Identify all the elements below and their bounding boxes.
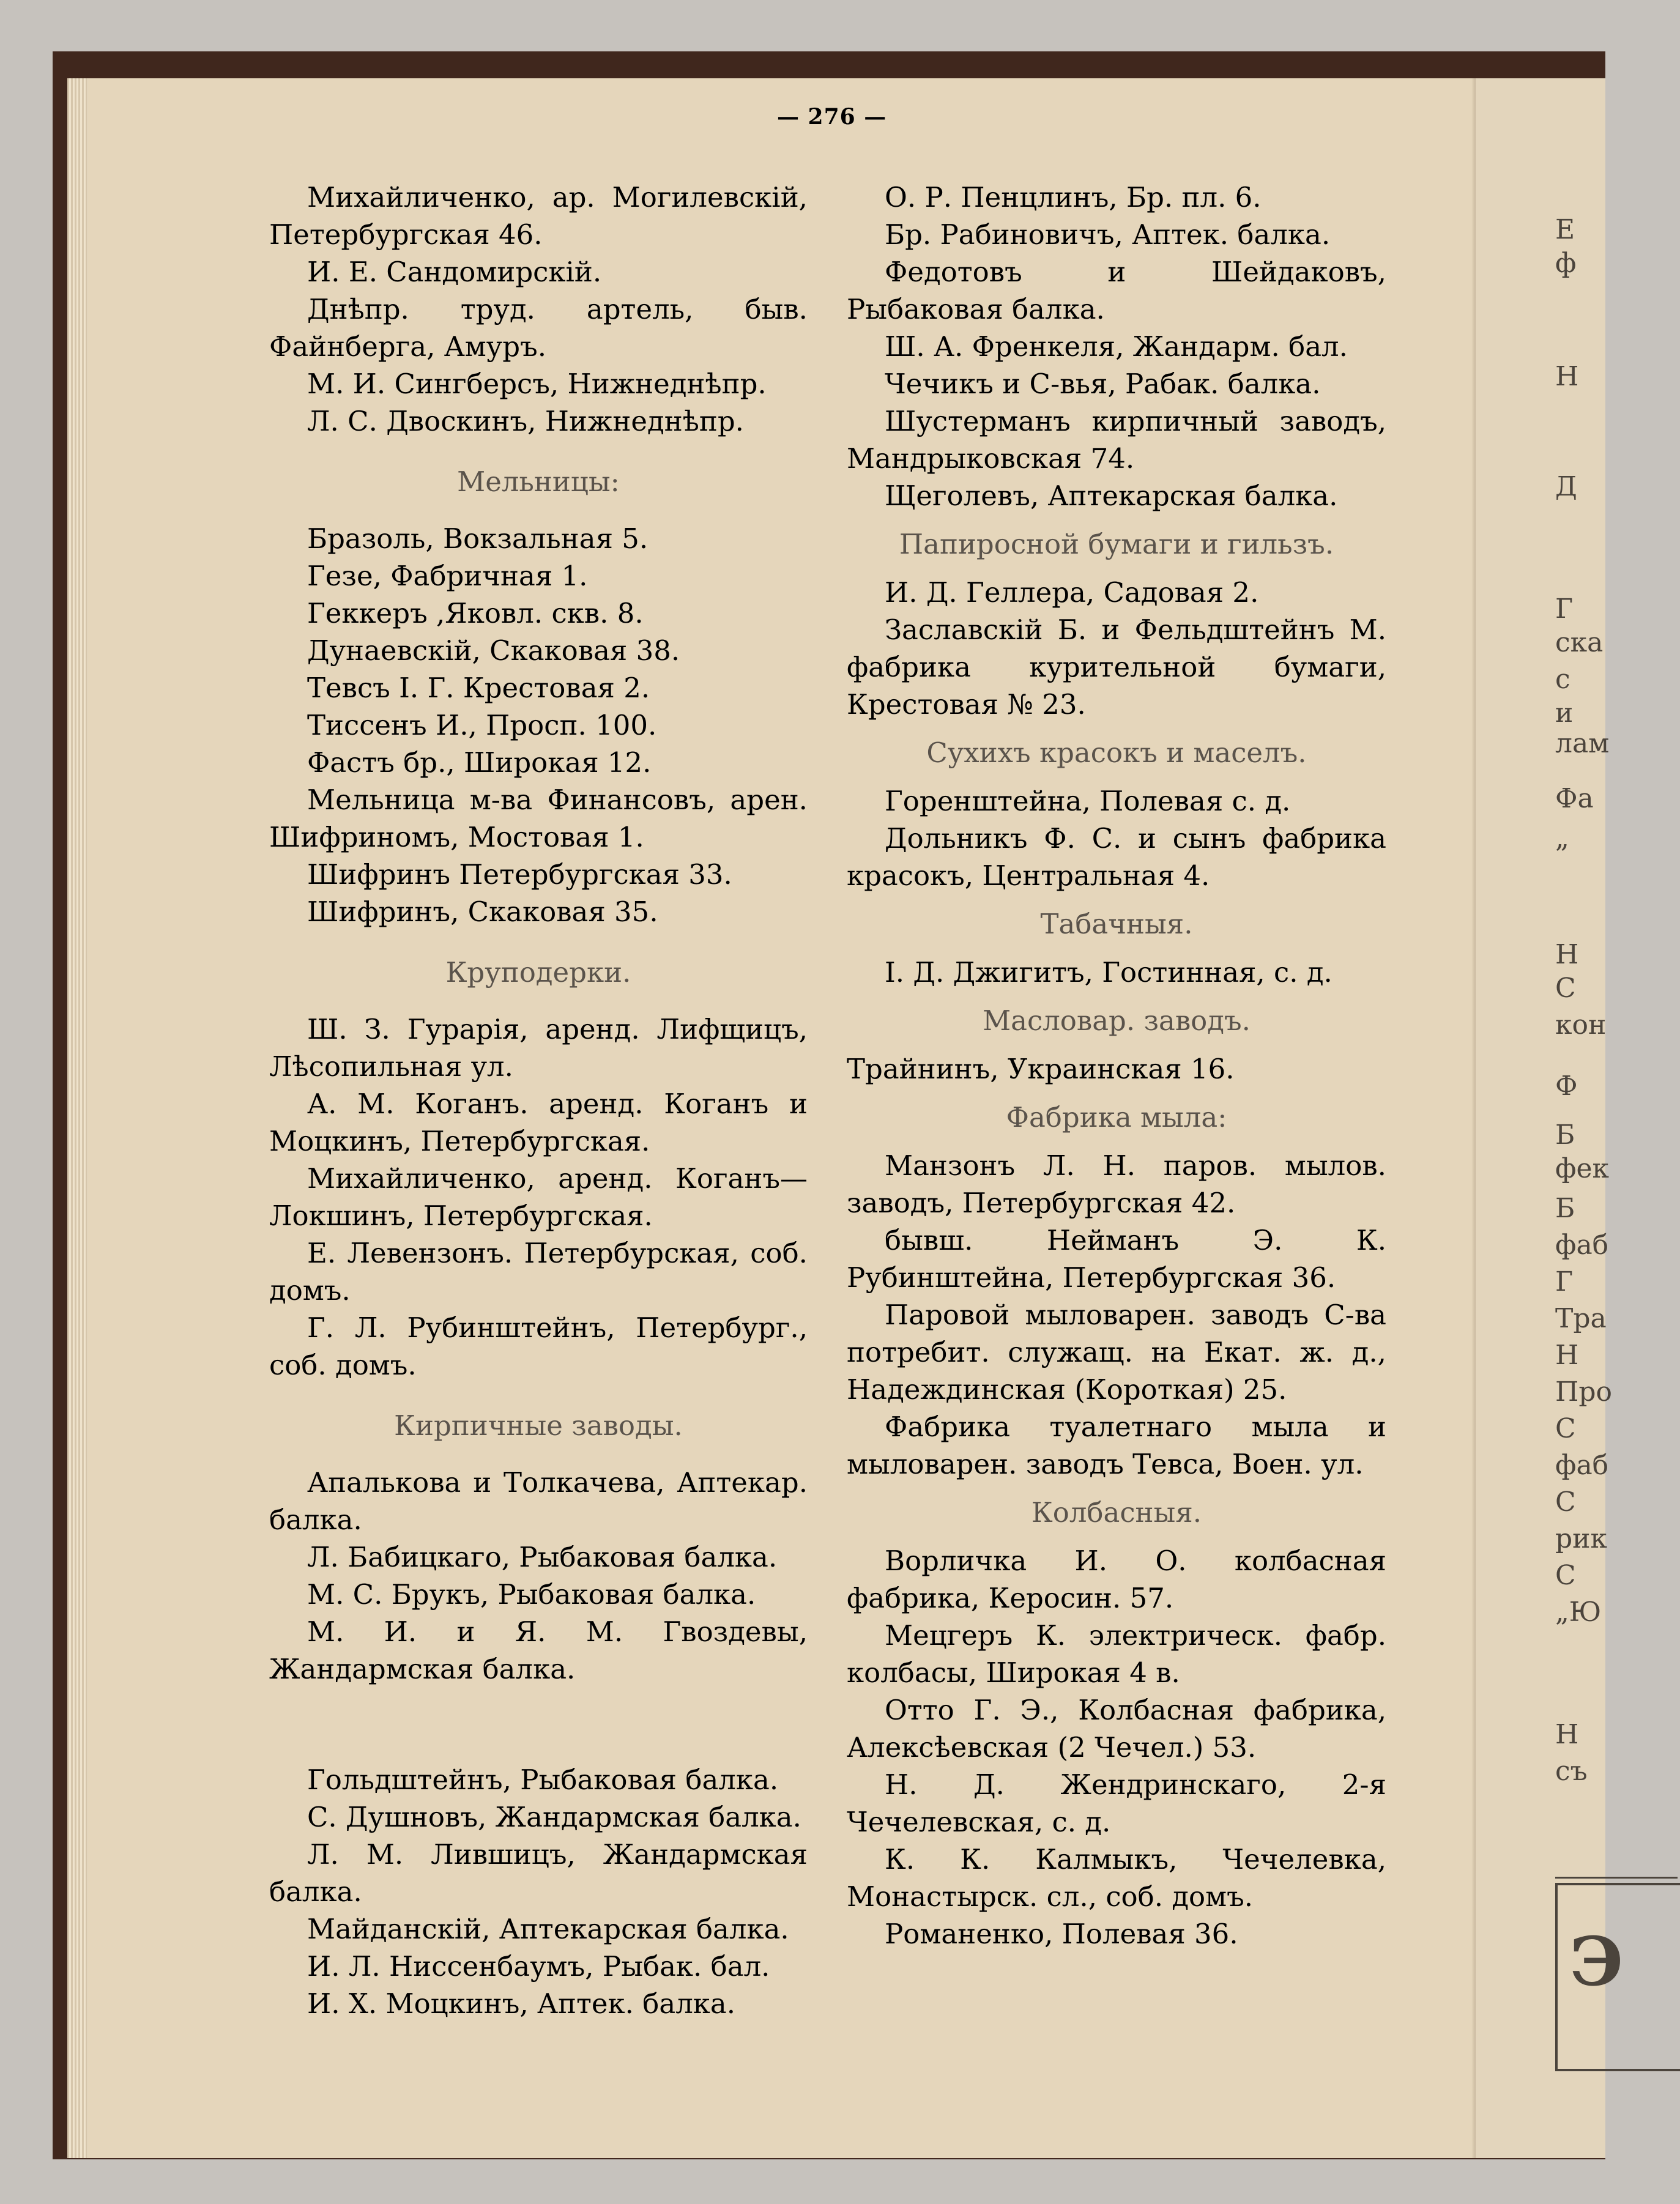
facing-page-text-fragment: Б <box>1555 1193 1575 1224</box>
directory-entry: Заславскій Б. и Фельдштейнъ М. фабрика курительной бумаги, Крестовая № 23. <box>847 614 1386 721</box>
section-heading: Папиросной бумаги и гильзъ. <box>899 528 1334 560</box>
directory-entry: И. Д. Геллера, Садовая 2. <box>885 576 1259 609</box>
section-heading: Сухихъ красокъ и маселъ. <box>926 737 1307 769</box>
page-edges <box>67 78 88 2158</box>
directory-entry: Г. Л. Рубинштейнъ, Петербург., соб. домъ. <box>269 1312 808 1381</box>
facing-page-text-fragment: Б <box>1555 1119 1575 1151</box>
directory-entry: С. Душновъ, Жандармская балка. <box>307 1801 801 1833</box>
section-heading: Круподерки. <box>445 956 631 989</box>
directory-entry: Тиссенъ И., Просп. 100. <box>307 709 657 741</box>
directory-entry: М. И. Сингберсъ, Нижнеднѣпр. <box>307 368 767 400</box>
directory-entry: Н. Д. Жендринскаго, 2-я Чечелевская, с. д. <box>847 1768 1386 1838</box>
facing-page-text-fragment: „ <box>1555 823 1569 854</box>
directory-entry: А. М. Коганъ. аренд. Коганъ и Моцкинъ, Петербургская. <box>269 1088 808 1157</box>
directory-entry: Тевсъ І. Г. Крестовая 2. <box>307 672 650 704</box>
facing-page-text-fragment: и <box>1555 697 1574 729</box>
directory-entry: Ш. А. Френкеля, Жандарм. бал. <box>885 330 1348 363</box>
directory-entry: Фастъ бр., Широкая 12. <box>307 746 652 779</box>
facing-page-text-fragment: С <box>1555 1560 1576 1591</box>
directory-entry: Геккеръ ,Яковл. скв. 8. <box>307 597 644 629</box>
directory-entry: Л. Бабицкаго, Рыбаковая балка. <box>307 1541 778 1573</box>
facing-page-text-fragment: ф <box>1555 248 1577 279</box>
directory-entry: Ворличка И. О. колбасная фабрика, Керосин. 57. <box>847 1545 1386 1614</box>
directory-entry: Паровой мыловарен. заводъ С-ва потребит. служащ. на Екат. ж. д., Надеждинская (Короткая) 25. <box>847 1299 1386 1406</box>
facing-page-text-fragment: С <box>1555 1486 1576 1518</box>
directory-entry: М. И. и Я. М. Гвоздевы, Жандармская балка. <box>269 1616 808 1685</box>
facing-page-text-fragment: с <box>1555 664 1570 695</box>
facing-page-text-fragment: фаб <box>1555 1230 1609 1261</box>
page-number: — 276 — <box>777 104 887 130</box>
directory-entry: бывш. Нейманъ Э. К. Рубинштейна, Петербургская 36. <box>847 1224 1386 1294</box>
facing-page-text-fragment: Д <box>1555 471 1577 502</box>
directory-entry: Гезе, Фабричная 1. <box>307 560 588 592</box>
facing-page-text-fragment: фаб <box>1555 1450 1609 1481</box>
directory-entry: І. Д. Джигитъ, Гостинная, с. д. <box>885 956 1332 989</box>
directory-entry: Романенко, Полевая 36. <box>885 1918 1238 1950</box>
directory-entry: Ш. З. Гурарія, аренд. Лифщицъ, Лѣсопильная ул. <box>269 1013 808 1083</box>
directory-entry: Шифринъ Петербургская 33. <box>307 858 732 891</box>
facing-page-text-fragment: Н <box>1555 1340 1579 1371</box>
facing-page-text-fragment: Фа <box>1555 783 1594 814</box>
section-heading: Табачныя. <box>1040 908 1193 940</box>
facing-page-text-fragment: „Ю <box>1555 1597 1602 1628</box>
facing-page-text-fragment: рик <box>1555 1523 1607 1554</box>
directory-entry: И. Е. Сандомирскій. <box>307 256 602 288</box>
facing-page-text-fragment: Н <box>1555 361 1579 392</box>
directory-entry: Апалькова и Толкачева, Аптекар. балка. <box>269 1466 808 1536</box>
facing-page-text-fragment: С <box>1555 973 1576 1004</box>
directory-entry: Манзонъ Л. Н. паров. мылов. заводъ, Петербургская 42. <box>847 1149 1386 1219</box>
facing-page-text-fragment: Ф <box>1555 1070 1578 1102</box>
facing-page-text-fragment: Про <box>1555 1376 1613 1408</box>
spacer <box>269 1715 808 1734</box>
directory-entry: Горенштейна, Полевая с. д. <box>885 785 1291 817</box>
directory-entry: Бразоль, Вокзальная 5. <box>307 522 649 555</box>
directory-entry: Шустерманъ кирпичный заводъ, Мандрыковская 74. <box>847 405 1386 475</box>
directory-entry: Е. Левензонъ. Петербурская, соб. домъ. <box>269 1237 808 1307</box>
directory-entry: К. К. Калмыкъ, Чечелевка, Монастырск. сл., соб. домъ. <box>847 1843 1386 1913</box>
directory-entry: Отто Г. Э., Колбасная фабрика, Алексѣевская (2 Чечел.) 53. <box>847 1694 1386 1764</box>
directory-entry: Михайличенко, ар. Могилевскій, Петербургская 46. <box>269 181 808 251</box>
directory-entry: Щеголевъ, Аптекарская балка. <box>885 480 1338 512</box>
section-heading: Кирпичные заводы. <box>394 1409 683 1442</box>
facing-page-fragment <box>1476 78 1624 2158</box>
left-column <box>269 179 808 2022</box>
directory-entry: Чечикъ и С-вья, Рабак. балка. <box>885 368 1321 400</box>
directory-entry: Дунаевскій, Скаковая 38. <box>307 634 680 667</box>
facing-page-text-fragment: Тра <box>1555 1303 1607 1334</box>
section-heading: Мельницы: <box>457 466 620 498</box>
facing-page-rule <box>1555 1877 1678 1879</box>
directory-entry: Бр. Рабиновичъ, Аптек. балка. <box>885 218 1331 251</box>
directory-entry: Фабрика туалетнаго мыла и мыловарен. заводъ Тевса, Воен. ул. <box>847 1411 1386 1480</box>
directory-entry: Мельница м-ва Финансовъ, арен. Шифриномъ, Мостовая 1. <box>269 784 808 853</box>
facing-page-text-fragment: Г <box>1555 1266 1574 1297</box>
directory-entry: Л. С. Двоскинъ, Нижнеднѣпр. <box>307 405 744 437</box>
advert-letter: Э <box>1570 1922 1624 2001</box>
directory-entry: Федотовъ и Шейдаковъ, Рыбаковая балка. <box>847 256 1386 325</box>
facing-page-text-fragment: ска <box>1555 627 1604 658</box>
directory-entry: О. Р. Пенцлинъ, Бр. пл. 6. <box>885 181 1262 213</box>
directory-entry: Мецгеръ К. электрическ. фабр. колбасы, Широкая 4 в. <box>847 1619 1386 1689</box>
directory-entry: И. Х. Моцкинъ, Аптек. балка. <box>307 1987 736 2020</box>
directory-entry: Шифринъ, Скаковая 35. <box>307 896 658 928</box>
facing-page-text-fragment: съ <box>1555 1756 1588 1787</box>
directory-entry: Михайличенко, аренд. Коганъ—Локшинъ, Петербургская. <box>269 1162 808 1232</box>
directory-entry: Трайнинъ, Украинская 16. <box>847 1053 1235 1085</box>
directory-entry: Днѣпр. труд. артель, быв. Файнберга, Амуръ. <box>269 293 808 363</box>
directory-entry: М. С. Брукъ, Рыбаковая балка. <box>307 1578 756 1611</box>
directory-entry: Майданскій, Аптекарская балка. <box>307 1913 789 1945</box>
facing-page-text-fragment: Н <box>1555 1719 1579 1750</box>
facing-page-text-fragment: Н <box>1555 939 1579 970</box>
directory-entry: Дольникъ Ф. С. и сынъ фабрика красокъ, Центральная 4. <box>847 822 1386 892</box>
section-heading: Масловар. заводъ. <box>983 1004 1251 1037</box>
directory-entry: И. Л. Ниссенбаумъ, Рыбак. бал. <box>307 1950 770 1983</box>
section-heading: Фабрика мыла: <box>1006 1101 1227 1134</box>
facing-page-text-fragment: кон <box>1555 1009 1607 1041</box>
facing-page-advert-box <box>1555 1883 1680 2071</box>
facing-page-text-fragment: Е <box>1555 214 1575 245</box>
right-column <box>847 179 1386 1953</box>
directory-entry: Л. М. Лившицъ, Жандармская балка. <box>269 1838 808 1908</box>
facing-page-text-fragment: фек <box>1555 1153 1609 1184</box>
facing-page-text-fragment: С <box>1555 1413 1576 1444</box>
section-heading: Колбасныя. <box>1031 1496 1202 1529</box>
facing-page-text-fragment: Г <box>1555 593 1574 625</box>
facing-page-text-fragment: лам <box>1555 728 1610 759</box>
directory-entry: Гольдштейнъ, Рыбаковая балка. <box>307 1764 779 1796</box>
